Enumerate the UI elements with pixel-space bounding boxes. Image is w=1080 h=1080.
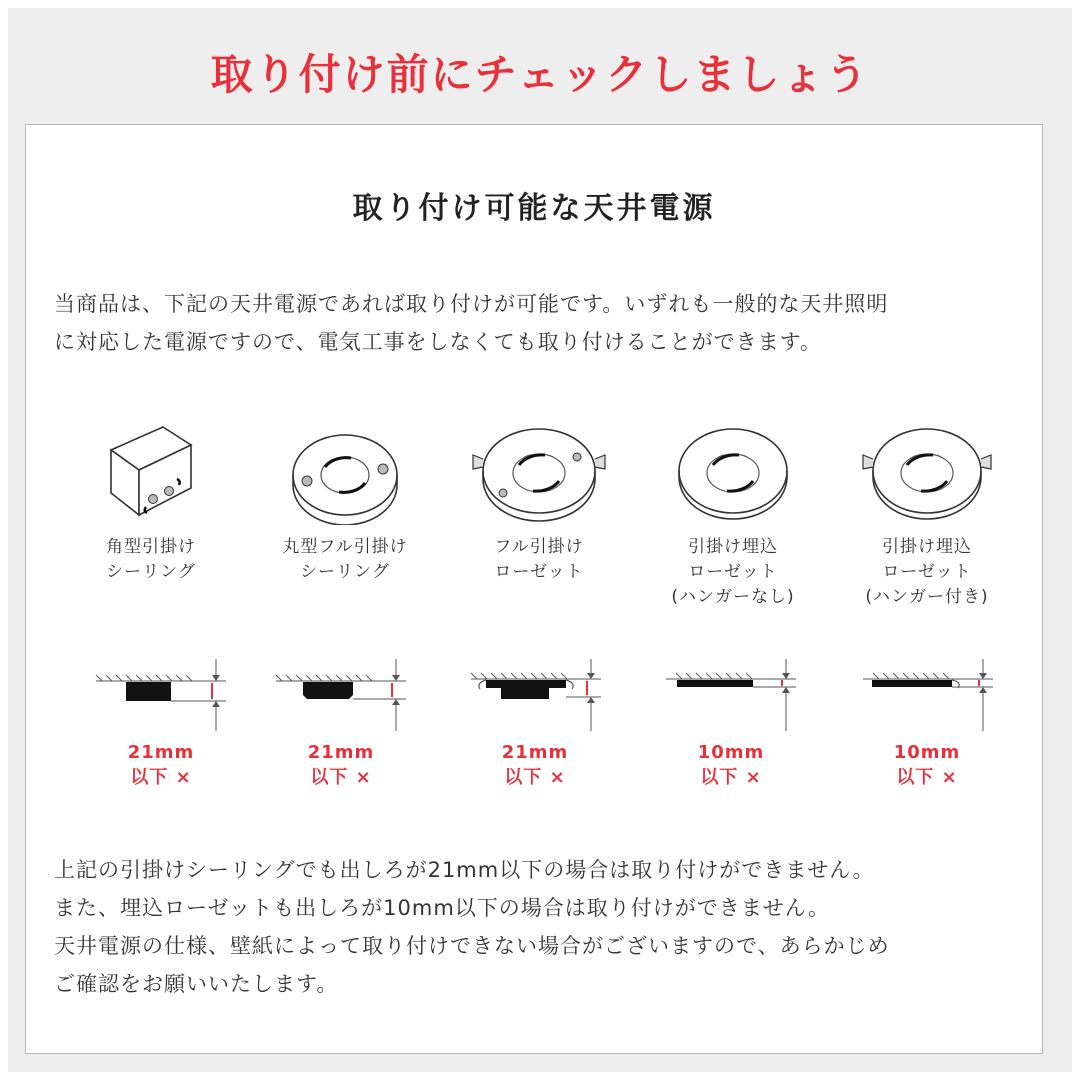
- notes-text: [54, 851, 1024, 1003]
- intro-text: [54, 285, 1024, 361]
- clearance-limit: [636, 740, 826, 790]
- type-name-line: ローゼット: [882, 562, 972, 582]
- clearance-limit: [440, 740, 630, 790]
- notes-line: また、埋込ローゼットも出しろが10mm以下の場合は取り付けができません。: [54, 896, 831, 920]
- clearance-diagram-embedded-no-hanger: [661, 655, 801, 735]
- clearance-limit: [66, 740, 256, 790]
- intro-line: 当商品は、下記の天井電源であれば取り付けが可能です。いずれも一般的な天井照明: [54, 292, 889, 316]
- round-hook-ceiling-icon: [285, 415, 405, 525]
- type-round-hook-ceiling: [250, 415, 440, 585]
- type-name: [250, 535, 440, 585]
- full-hook-rosette-icon: [469, 415, 609, 525]
- type-name-line: (ハンガー付き): [865, 587, 989, 607]
- clearance-limit: [246, 740, 436, 790]
- clearance-status: 以下 ×: [130, 767, 192, 788]
- embedded-rosette-no-hanger-icon: [673, 415, 793, 525]
- type-name-line: ローゼット: [688, 562, 778, 582]
- type-name-line: 引掛け埋込: [688, 537, 778, 557]
- type-name: [638, 535, 828, 610]
- page-title: 取り付け前にチェックしましょう: [210, 50, 870, 99]
- clearance-status: 以下 ×: [700, 767, 762, 788]
- type-name: [444, 535, 634, 585]
- type-embedded-rosette-with-hanger: [832, 415, 1022, 610]
- type-name: [832, 535, 1022, 610]
- square-hook-ceiling-icon: [91, 415, 211, 525]
- type-square-hook-ceiling: [56, 415, 246, 585]
- info-card: [25, 124, 1043, 1054]
- type-name-line: シーリング: [106, 562, 196, 582]
- clearance-value: 21mm: [307, 742, 375, 763]
- clearance-value: 10mm: [893, 742, 961, 763]
- notes-line: 天井電源の仕様、壁紙によって取り付けできない場合がございますので、あらかじめ: [54, 934, 890, 958]
- clearance-diagram-square-ceiling: [91, 655, 231, 735]
- intro-line: に対応した電源ですので、電気工事をしなくても取り付けることができます。: [54, 330, 822, 354]
- card-title: 取り付け可能な天井電源: [352, 191, 716, 226]
- clearance-status: 以下 ×: [310, 767, 372, 788]
- type-name-line: ローゼット: [494, 562, 584, 582]
- notes-line: 上記の引掛けシーリングでも出しろが21mm以下の場合は取り付けができません。: [54, 858, 875, 882]
- clearance-status: 以下 ×: [896, 767, 958, 788]
- type-name-line: (ハンガーなし): [671, 587, 795, 607]
- type-name: [56, 535, 246, 585]
- clearance-diagram-full-rosette: [466, 655, 606, 735]
- embedded-rosette-with-hanger-icon: [857, 415, 997, 525]
- power-source-types: [26, 415, 1042, 795]
- type-full-hook-rosette: [444, 415, 634, 585]
- clearance-limit: [832, 740, 1022, 790]
- type-name-line: シーリング: [300, 562, 390, 582]
- clearance-value: 21mm: [501, 742, 569, 763]
- type-embedded-rosette-no-hanger: [638, 415, 828, 610]
- clearance-value: 21mm: [127, 742, 195, 763]
- type-name-line: 角型引掛け: [106, 537, 196, 557]
- clearance-status: 以下 ×: [504, 767, 566, 788]
- type-name-line: 丸型フル引掛け: [282, 537, 408, 557]
- type-name-line: 引掛け埋込: [882, 537, 972, 557]
- clearance-diagram-round-ceiling: [271, 655, 411, 735]
- clearance-diagram-embedded-with-hanger: [858, 655, 998, 735]
- notes-line: ご確認をお願いいたします。: [54, 972, 339, 996]
- clearance-value: 10mm: [697, 742, 765, 763]
- type-name-line: フル引掛け: [494, 537, 584, 557]
